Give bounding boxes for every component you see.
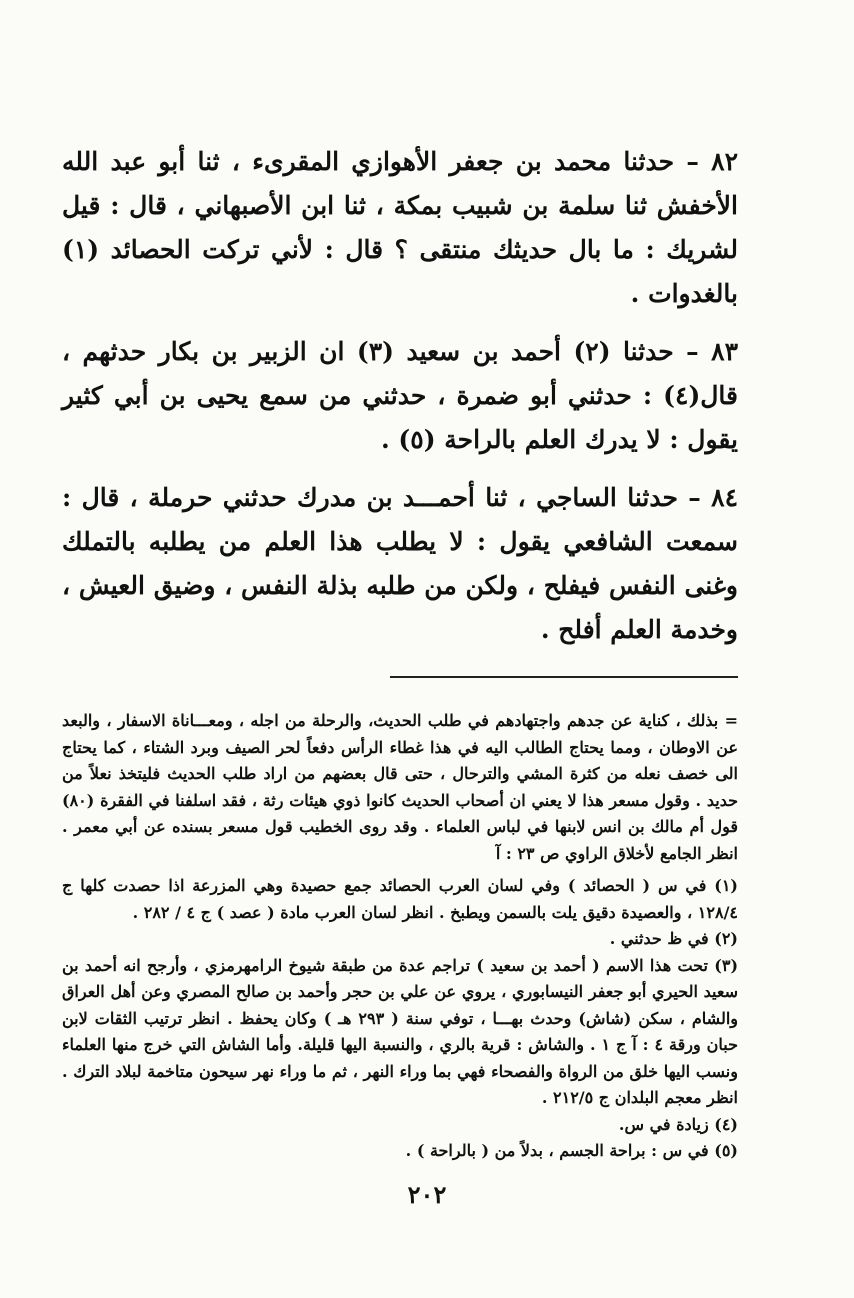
footnote-separator	[390, 676, 738, 678]
footnote-3: (٣) تحت هذا الاسم ( أحمد بن سعيد ) تراجم عدة من طبقة شيوخ الرامهرمزي ، وأرجح انه أحمد بن سعيد الحيري أبو جعفر النيسابوري ، يروي عن علي بن حجر وأحمد بن صالح المصري وعن أهل العراق والشام ، سكن (شاش) وحدث بهـــا ، توفي سنة ( ٢٩٣ هـ ) وكان يحفظ . انظر ترتيب الثقات لابن حبان ورقة ٤ : آ ج ١ . والشاش : قرية بالري ، والنسبة اليها قليلة. وأما الشاش التي خرج منها العلماء ونسب اليها خلق من الرواة والفصحاء فهي بما وراء النهر ، ثم ما وراء نهر سيحون متاخمة لبلاد الترك . انظر معجم البلدان ج ٢١٢/٥ .	[62, 955, 739, 1107]
footnote-4: (٤) زيادة في س.	[618, 1114, 738, 1134]
hadith-entry-83: ٨٣ – حدثنا (٢) أحمد بن سعيد (٣) ان الزبير بن بكار حدثهم ، قال(٤) : حدثني أبو ضمرة ، حدثني من سمع يحيى بن أبي كثير يقول : لا يدرك العلم بالراحة (٥) .	[62, 337, 738, 454]
footnote-1: (١) في س ( الحصائد ) وفي لسان العرب الحصائد جمع حصيدة وهي المزرعة اذا حصدت كلها ج ١٢٨/٤ ، والعصيدة دقيق يلت بالسمن ويطبخ . انظر لسان العرب مادة ( عصد ) ج ٤ / ٢٨٢ .	[62, 876, 738, 922]
footnotes	[62, 708, 738, 1165]
footnote-2: (٢) في ظ حدثني .	[609, 929, 738, 948]
hadith-entry-84: ٨٤ – حدثنا الساجي ، ثنا أحمـــد بن مدرك حدثني حرملة ، قال : سمعت الشافعي يقول : لا يطلب هذا العلم من يطلبه بالتملك وغنى النفس فيفلح ، ولكن من طلبه بذلة النفس ، وضيق العيش ، وخدمة العلم أفلح .	[62, 483, 738, 644]
page-number: ٢٠٢	[407, 1180, 447, 1209]
page-body	[62, 140, 738, 1165]
hadith-entry-82: ٨٢ – حدثنا محمد بن جعفر الأهوازي المقرىء ، ثنا أبو عبد الله الأخفش ثنا سلمة بن شبيب بمكة ، ثنا ابن الأصبهاني ، قال : قيل لشريك : ما بال حديثك منتقى ؟ قال : لأني تركت الحصائد (١) بالغدوات .	[62, 147, 738, 308]
footnote-continuation: = بذلك ، كناية عن جدهم واجتهادهم في طلب الحديث، والرحلة من اجله ، ومعـــاناة الاسفار ، والبعد عن الاوطان ، ومما يحتاج الطالب اليه في هذا غطاء الرأس دفعاً لحر الصيف وبرد الشتاء ، كما يحتاج الى خصف نعله من كثرة المشي والترحال ، حتى قال بعضهم من اراد طلب الحديث فليتخذ نعلاً من حديد . وقول مسعر هذا لا يعني ان أصحاب الحديث كانوا ذوي هيئات رثة ، فقد اسلفنا في الفقرة (٨٠) قول أم مالك بن انس لابنها في لباس العلماء . وقد روى الخطيب قول مسعر بسنده عن أبي معمر . انظر الجامع لأخلاق الراوي ص ٢٣ : آ	[62, 711, 738, 863]
footnote-5: (٥) في س : براحة الجسم ، بدلاً من ( بالراحة ) .	[405, 1141, 738, 1160]
